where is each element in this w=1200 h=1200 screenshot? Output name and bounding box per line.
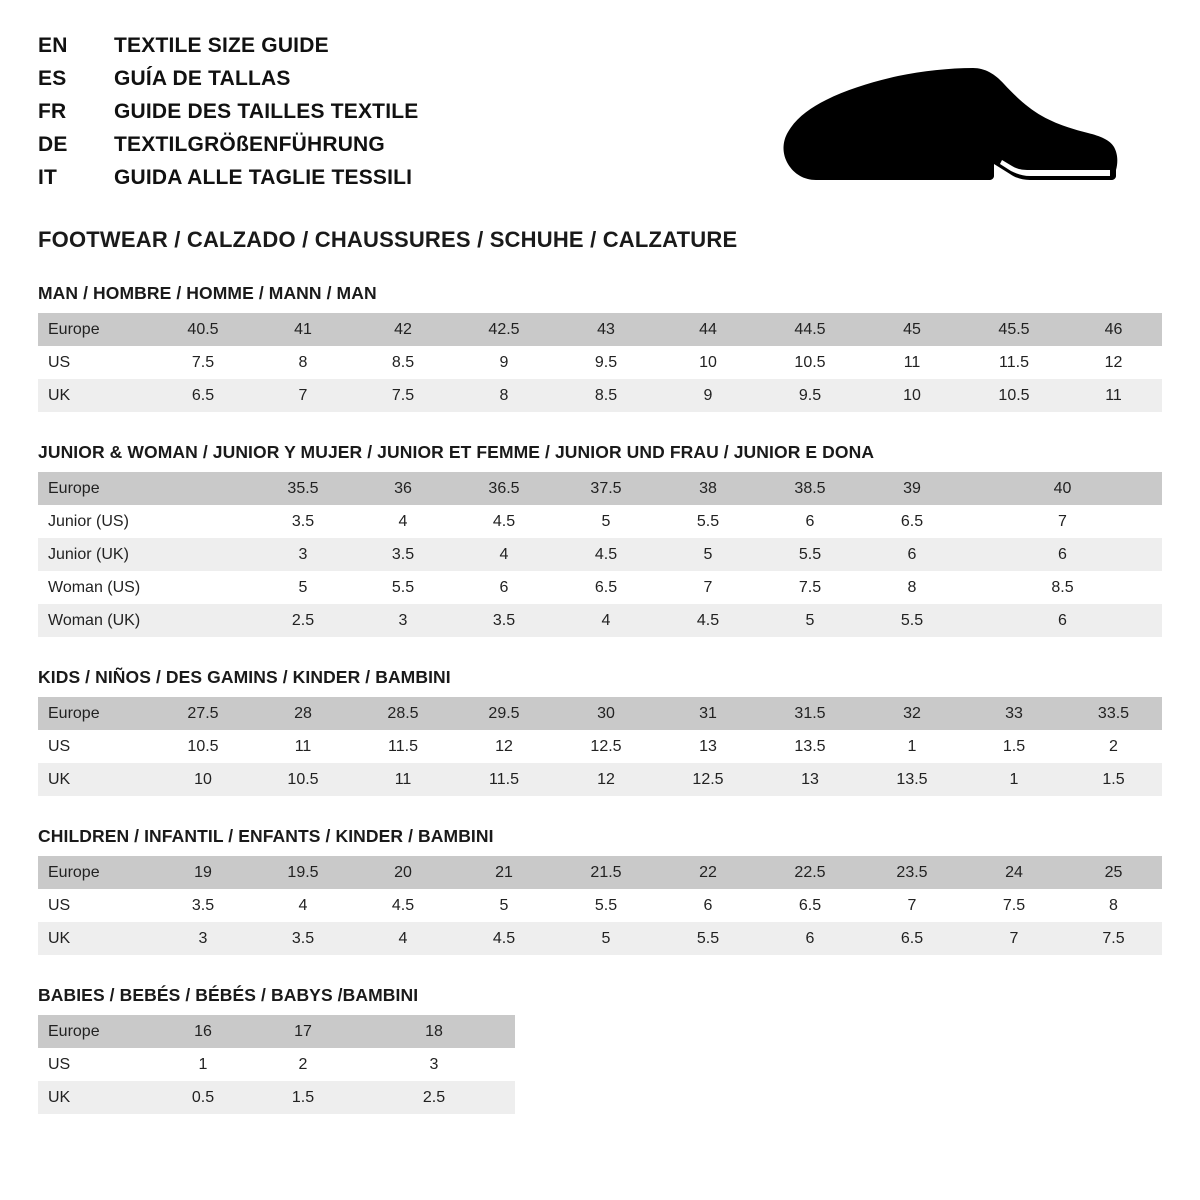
cell: 5 (555, 922, 657, 955)
cell: 7 (657, 571, 759, 604)
language-title: GUIDE DES TAILLES TEXTILE (114, 100, 419, 123)
cell: 10.5 (253, 763, 353, 796)
cell: 2.5 (353, 1081, 515, 1114)
cell: 3 (253, 538, 353, 571)
cell: 17 (253, 1015, 353, 1048)
cell: 9 (453, 346, 555, 379)
language-title: GUIDA ALLE TAGLIE TESSILI (114, 166, 413, 189)
cell: 13.5 (759, 730, 861, 763)
cell: 18 (353, 1015, 515, 1048)
cell: 13 (657, 730, 759, 763)
row-label: Europe (38, 313, 153, 346)
size-table (38, 697, 1162, 796)
row-label: UK (38, 922, 153, 955)
cell: 10.5 (963, 379, 1065, 412)
cell: 37.5 (555, 472, 657, 505)
table-row (38, 604, 1162, 637)
table-row (38, 763, 1162, 796)
table-row (38, 538, 1162, 571)
table-row (38, 472, 1162, 505)
cell: 7.5 (353, 379, 453, 412)
cell: 7 (253, 379, 353, 412)
language-row (38, 67, 418, 100)
cell: 4.5 (657, 604, 759, 637)
cell: 5 (759, 604, 861, 637)
row-label: Europe (38, 856, 153, 889)
cell: 27.5 (153, 697, 253, 730)
cell: 8.5 (963, 571, 1162, 604)
cell: 6 (759, 922, 861, 955)
cell (153, 571, 253, 604)
language-row (38, 166, 418, 199)
row-label: Woman (UK) (38, 604, 153, 637)
cell: 36.5 (453, 472, 555, 505)
cell: 45.5 (963, 313, 1065, 346)
cell: 6 (963, 538, 1162, 571)
cell: 30 (555, 697, 657, 730)
cell: 35.5 (253, 472, 353, 505)
cell: 32 (861, 697, 963, 730)
size-table (38, 313, 1162, 412)
cell: 1.5 (1065, 763, 1162, 796)
row-label: Europe (38, 1015, 153, 1048)
cell: 3.5 (253, 505, 353, 538)
language-code: IT (38, 166, 58, 189)
row-label: UK (38, 379, 153, 412)
section-junior-woman (38, 442, 1162, 637)
cell: 5 (453, 889, 555, 922)
cell: 21 (453, 856, 555, 889)
cell: 5.5 (353, 571, 453, 604)
cell: 3.5 (153, 889, 253, 922)
cell: 5.5 (657, 505, 759, 538)
cell: 7.5 (153, 346, 253, 379)
cell: 33 (963, 697, 1065, 730)
table-row (38, 730, 1162, 763)
row-label: US (38, 346, 153, 379)
cell: 11 (1065, 379, 1162, 412)
cell: 36 (353, 472, 453, 505)
cell: 5.5 (555, 889, 657, 922)
cell: 21.5 (555, 856, 657, 889)
cell: 6 (759, 505, 861, 538)
cell: 6 (861, 538, 963, 571)
cell: 12 (1065, 346, 1162, 379)
row-label: Woman (US) (38, 571, 153, 604)
category-title: FOOTWEAR / CALZADO / CHAUSSURES / SCHUHE / CALZATURE (38, 227, 738, 252)
cell: 11 (353, 763, 453, 796)
cell: 8 (453, 379, 555, 412)
row-label: Europe (38, 472, 153, 505)
cell: 31 (657, 697, 759, 730)
table-row (38, 313, 1162, 346)
cell: 43 (555, 313, 657, 346)
cell: 2.5 (253, 604, 353, 637)
language-title: GUÍA DE TALLAS (114, 67, 291, 90)
cell: 4 (453, 538, 555, 571)
cell: 11 (253, 730, 353, 763)
cell: 42 (353, 313, 453, 346)
cell: 10.5 (759, 346, 861, 379)
size-table (38, 856, 1162, 955)
table-row (38, 346, 1162, 379)
cell: 12 (555, 763, 657, 796)
section-title: JUNIOR & WOMAN / JUNIOR Y MUJER / JUNIOR ET FEMME / JUNIOR UND FRAU / JUNIOR E DONA (38, 442, 875, 462)
section-man (38, 283, 1162, 412)
cell: 38 (657, 472, 759, 505)
language-title-list (38, 34, 418, 199)
cell: 1 (153, 1048, 253, 1081)
cell: 13.5 (861, 763, 963, 796)
cell: 7 (861, 889, 963, 922)
table-row (38, 697, 1162, 730)
cell: 4 (353, 505, 453, 538)
cell: 40.5 (153, 313, 253, 346)
row-label: US (38, 730, 153, 763)
cell: 11.5 (963, 346, 1065, 379)
cell: 22 (657, 856, 759, 889)
cell: 46 (1065, 313, 1162, 346)
cell: 5 (657, 538, 759, 571)
cell: 2 (1065, 730, 1162, 763)
cell: 6.5 (555, 571, 657, 604)
row-label: UK (38, 763, 153, 796)
cell: 4 (353, 922, 453, 955)
size-table (38, 472, 1162, 637)
dress-shoe-icon (760, 34, 1162, 194)
cell: 28.5 (353, 697, 453, 730)
cell: 5.5 (861, 604, 963, 637)
cell: 10 (153, 763, 253, 796)
section-kids (38, 667, 1162, 796)
cell: 8 (1065, 889, 1162, 922)
cell: 8 (253, 346, 353, 379)
section-title: MAN / HOMBRE / HOMME / MANN / MAN (38, 283, 377, 303)
cell: 11.5 (453, 763, 555, 796)
cell: 6 (657, 889, 759, 922)
cell: 6.5 (759, 889, 861, 922)
row-label: US (38, 1048, 153, 1081)
language-title: TEXTILE SIZE GUIDE (114, 34, 329, 57)
cell: 22.5 (759, 856, 861, 889)
cell: 4.5 (353, 889, 453, 922)
section-babies (38, 985, 1162, 1114)
cell: 7.5 (759, 571, 861, 604)
cell: 44 (657, 313, 759, 346)
cell: 31.5 (759, 697, 861, 730)
cell: 20 (353, 856, 453, 889)
cell: 4.5 (555, 538, 657, 571)
table-row (38, 1015, 515, 1048)
table-row (38, 379, 1162, 412)
cell: 10 (657, 346, 759, 379)
language-row (38, 133, 418, 166)
language-row (38, 100, 418, 133)
table-row (38, 1081, 515, 1114)
cell: 3 (153, 922, 253, 955)
section-title: BABIES / BEBÉS / BÉBÉS / BABYS /BAMBINI (38, 985, 419, 1005)
cell: 3 (353, 604, 453, 637)
cell: 19 (153, 856, 253, 889)
cell: 7 (963, 922, 1065, 955)
cell: 39 (861, 472, 963, 505)
cell: 1 (963, 763, 1065, 796)
cell: 8.5 (555, 379, 657, 412)
cell: 8.5 (353, 346, 453, 379)
cell: 9 (657, 379, 759, 412)
cell: 6.5 (861, 505, 963, 538)
cell: 10.5 (153, 730, 253, 763)
cell (153, 472, 253, 505)
cell: 33.5 (1065, 697, 1162, 730)
row-label: Junior (US) (38, 505, 153, 538)
cell: 2 (253, 1048, 353, 1081)
cell: 5 (253, 571, 353, 604)
cell: 13 (759, 763, 861, 796)
cell: 24 (963, 856, 1065, 889)
cell: 1 (861, 730, 963, 763)
cell: 11 (861, 346, 963, 379)
section-children (38, 826, 1162, 955)
cell: 6.5 (861, 922, 963, 955)
cell: 3 (353, 1048, 515, 1081)
language-title: TEXTILGRÖßENFÜHRUNG (114, 133, 385, 156)
section-title: CHILDREN / INFANTIL / ENFANTS / KINDER / BAMBINI (38, 826, 494, 846)
cell: 25 (1065, 856, 1162, 889)
table-row (38, 856, 1162, 889)
language-row (38, 34, 418, 67)
cell: 7 (963, 505, 1162, 538)
language-code: EN (38, 34, 68, 57)
cell: 12.5 (555, 730, 657, 763)
cell: 4 (253, 889, 353, 922)
cell (153, 505, 253, 538)
cell: 4.5 (453, 922, 555, 955)
cell: 11.5 (353, 730, 453, 763)
table-row (38, 505, 1162, 538)
table-row (38, 922, 1162, 955)
row-label: UK (38, 1081, 153, 1114)
cell: 5.5 (759, 538, 861, 571)
cell: 23.5 (861, 856, 963, 889)
cell: 3.5 (453, 604, 555, 637)
page-header (38, 34, 1162, 199)
cell: 12.5 (657, 763, 759, 796)
cell: 4.5 (453, 505, 555, 538)
cell: 6.5 (153, 379, 253, 412)
table-row (38, 1048, 515, 1081)
cell: 9.5 (555, 346, 657, 379)
size-table (38, 1015, 515, 1114)
language-code: FR (38, 100, 67, 123)
cell: 1.5 (963, 730, 1065, 763)
table-row (38, 889, 1162, 922)
cell: 12 (453, 730, 555, 763)
cell (153, 604, 253, 637)
cell: 10 (861, 379, 963, 412)
cell: 40 (963, 472, 1162, 505)
cell: 1.5 (253, 1081, 353, 1114)
language-code: ES (38, 67, 67, 90)
cell: 3.5 (253, 922, 353, 955)
cell: 19.5 (253, 856, 353, 889)
row-label: Junior (UK) (38, 538, 153, 571)
cell: 4 (555, 604, 657, 637)
cell: 41 (253, 313, 353, 346)
cell: 5 (555, 505, 657, 538)
language-code: DE (38, 133, 68, 156)
cell: 7.5 (963, 889, 1065, 922)
cell: 44.5 (759, 313, 861, 346)
cell: 6 (963, 604, 1162, 637)
cell: 6 (453, 571, 555, 604)
cell: 3.5 (353, 538, 453, 571)
cell: 28 (253, 697, 353, 730)
cell: 0.5 (153, 1081, 253, 1114)
cell: 16 (153, 1015, 253, 1048)
cell (153, 538, 253, 571)
row-label: US (38, 889, 153, 922)
cell: 38.5 (759, 472, 861, 505)
table-row (38, 571, 1162, 604)
row-label: Europe (38, 697, 153, 730)
cell: 45 (861, 313, 963, 346)
cell: 7.5 (1065, 922, 1162, 955)
section-title: KIDS / NIÑOS / DES GAMINS / KINDER / BAMBINI (38, 667, 451, 687)
cell: 42.5 (453, 313, 555, 346)
cell: 8 (861, 571, 963, 604)
cell: 9.5 (759, 379, 861, 412)
cell: 5.5 (657, 922, 759, 955)
cell: 29.5 (453, 697, 555, 730)
